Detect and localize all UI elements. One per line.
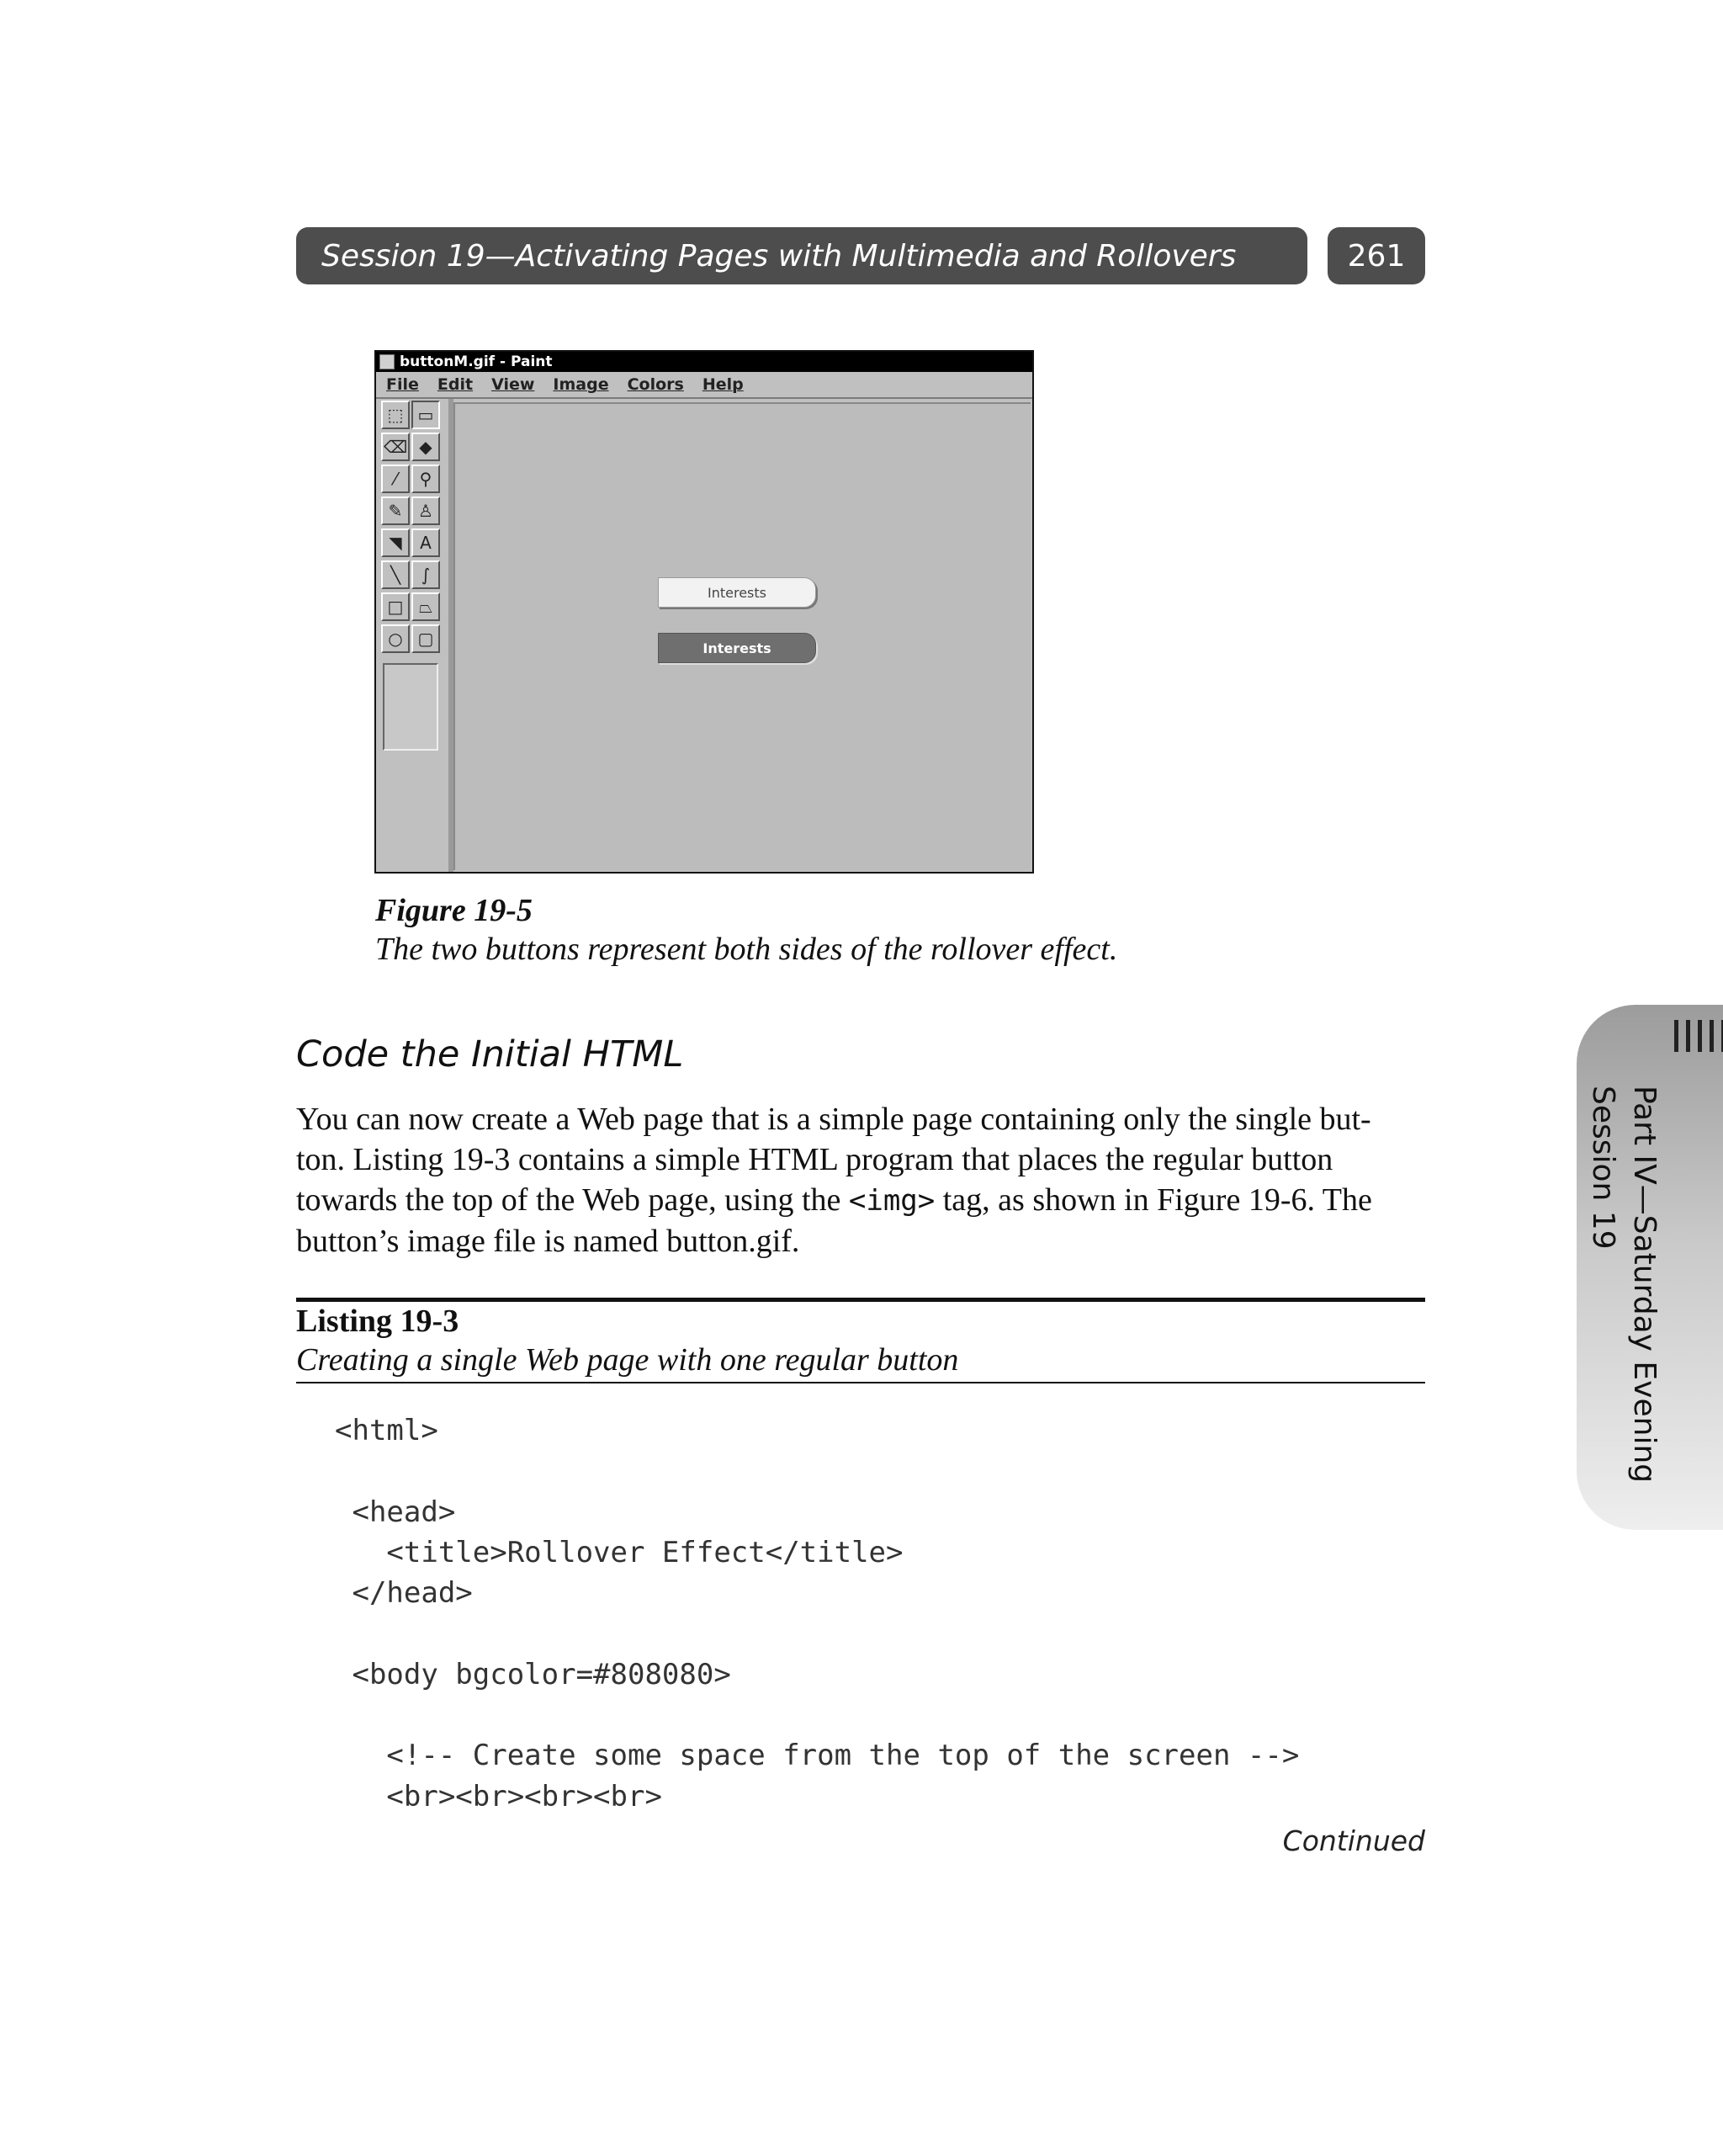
paragraph-line: button’s image file is named button.gif. xyxy=(296,1224,800,1259)
curve-icon: ∫ xyxy=(411,560,440,589)
rollover-button-image: Interests xyxy=(658,633,816,663)
paragraph-line: You can now create a Web page that is a simple page containing only the single but- xyxy=(296,1102,1371,1137)
free-select-icon: ⬚ xyxy=(381,401,410,429)
regular-button-image: Interests xyxy=(658,577,816,608)
eraser-icon: ⌫ xyxy=(381,433,410,461)
magnifier-icon: ⚲ xyxy=(411,465,440,493)
paragraph-text: towards the top of the Web page, using the xyxy=(296,1182,849,1218)
section-heading: Code the Initial HTML xyxy=(296,1033,684,1075)
paragraph-text: tag, as shown in Figure 19-6. The xyxy=(935,1182,1372,1218)
continued-note: Continued xyxy=(1282,1824,1425,1857)
rounded-rect-icon: ▢ xyxy=(411,624,440,653)
page-number: 261 xyxy=(1328,227,1425,284)
paragraph-line xyxy=(296,1180,1423,1221)
paint-app-icon xyxy=(379,354,395,369)
airbrush-icon: ◥ xyxy=(381,528,410,557)
rectangle-icon: □ xyxy=(381,592,410,621)
paint-titlebar xyxy=(376,352,1032,372)
thumb-tab-session: Session 19 xyxy=(1586,1086,1620,1250)
pencil-icon: ✎ xyxy=(381,497,410,525)
listing-title: Listing 19-3 xyxy=(296,1304,459,1339)
paint-toolbox xyxy=(378,399,453,872)
listing-caption: Creating a single Web page with one regular button xyxy=(296,1342,959,1378)
paint-menubar xyxy=(376,372,1032,399)
code-listing: <html> <head> <title>Rollover Effect</title> </head> <body bgcolor=#808080> <!-- Create some space from the top of the screen --> <br><br><br><br> xyxy=(335,1414,1300,1813)
session-title: Session 19—Activating Pages with Multimedia and Rollovers xyxy=(321,238,1237,273)
menu-edit: Edit xyxy=(437,375,474,394)
thumb-tab-text xyxy=(1582,1086,1666,1484)
brush-icon: ♙ xyxy=(411,497,440,525)
figure-caption: The two buttons represent both sides of the rollover effect. xyxy=(375,932,1118,967)
inline-code: <img> xyxy=(848,1184,936,1218)
thumb-tab-lines xyxy=(1674,1020,1723,1052)
paint-window-figure xyxy=(374,350,1034,874)
menu-help: Help xyxy=(702,375,744,394)
menu-view: View xyxy=(491,375,535,394)
ellipse-icon: ○ xyxy=(381,624,410,653)
select-icon: ▭ xyxy=(411,401,440,429)
tool-options-well xyxy=(383,663,438,751)
thumb-tab-part: Part IV—Saturday Evening xyxy=(1627,1086,1662,1484)
paragraph-line: ton. Listing 19-3 contains a simple HTML program that places the regular button xyxy=(296,1142,1333,1177)
menu-image: Image xyxy=(553,375,609,394)
text-icon: A xyxy=(411,528,440,557)
running-header xyxy=(296,227,1307,284)
line-icon: ╲ xyxy=(381,560,410,589)
menu-file: File xyxy=(386,375,419,394)
menu-colors: Colors xyxy=(627,375,684,394)
picker-icon: ⁄ xyxy=(381,465,410,493)
listing-top-rule xyxy=(296,1298,1425,1302)
paint-window-title: buttonM.gif - Paint xyxy=(400,353,553,370)
body-paragraph xyxy=(296,1099,1423,1261)
polygon-icon: ⏢ xyxy=(411,592,440,621)
figure-label: Figure 19-5 xyxy=(375,893,533,928)
fill-icon: ◆ xyxy=(411,433,440,461)
listing-bottom-rule xyxy=(296,1382,1425,1383)
